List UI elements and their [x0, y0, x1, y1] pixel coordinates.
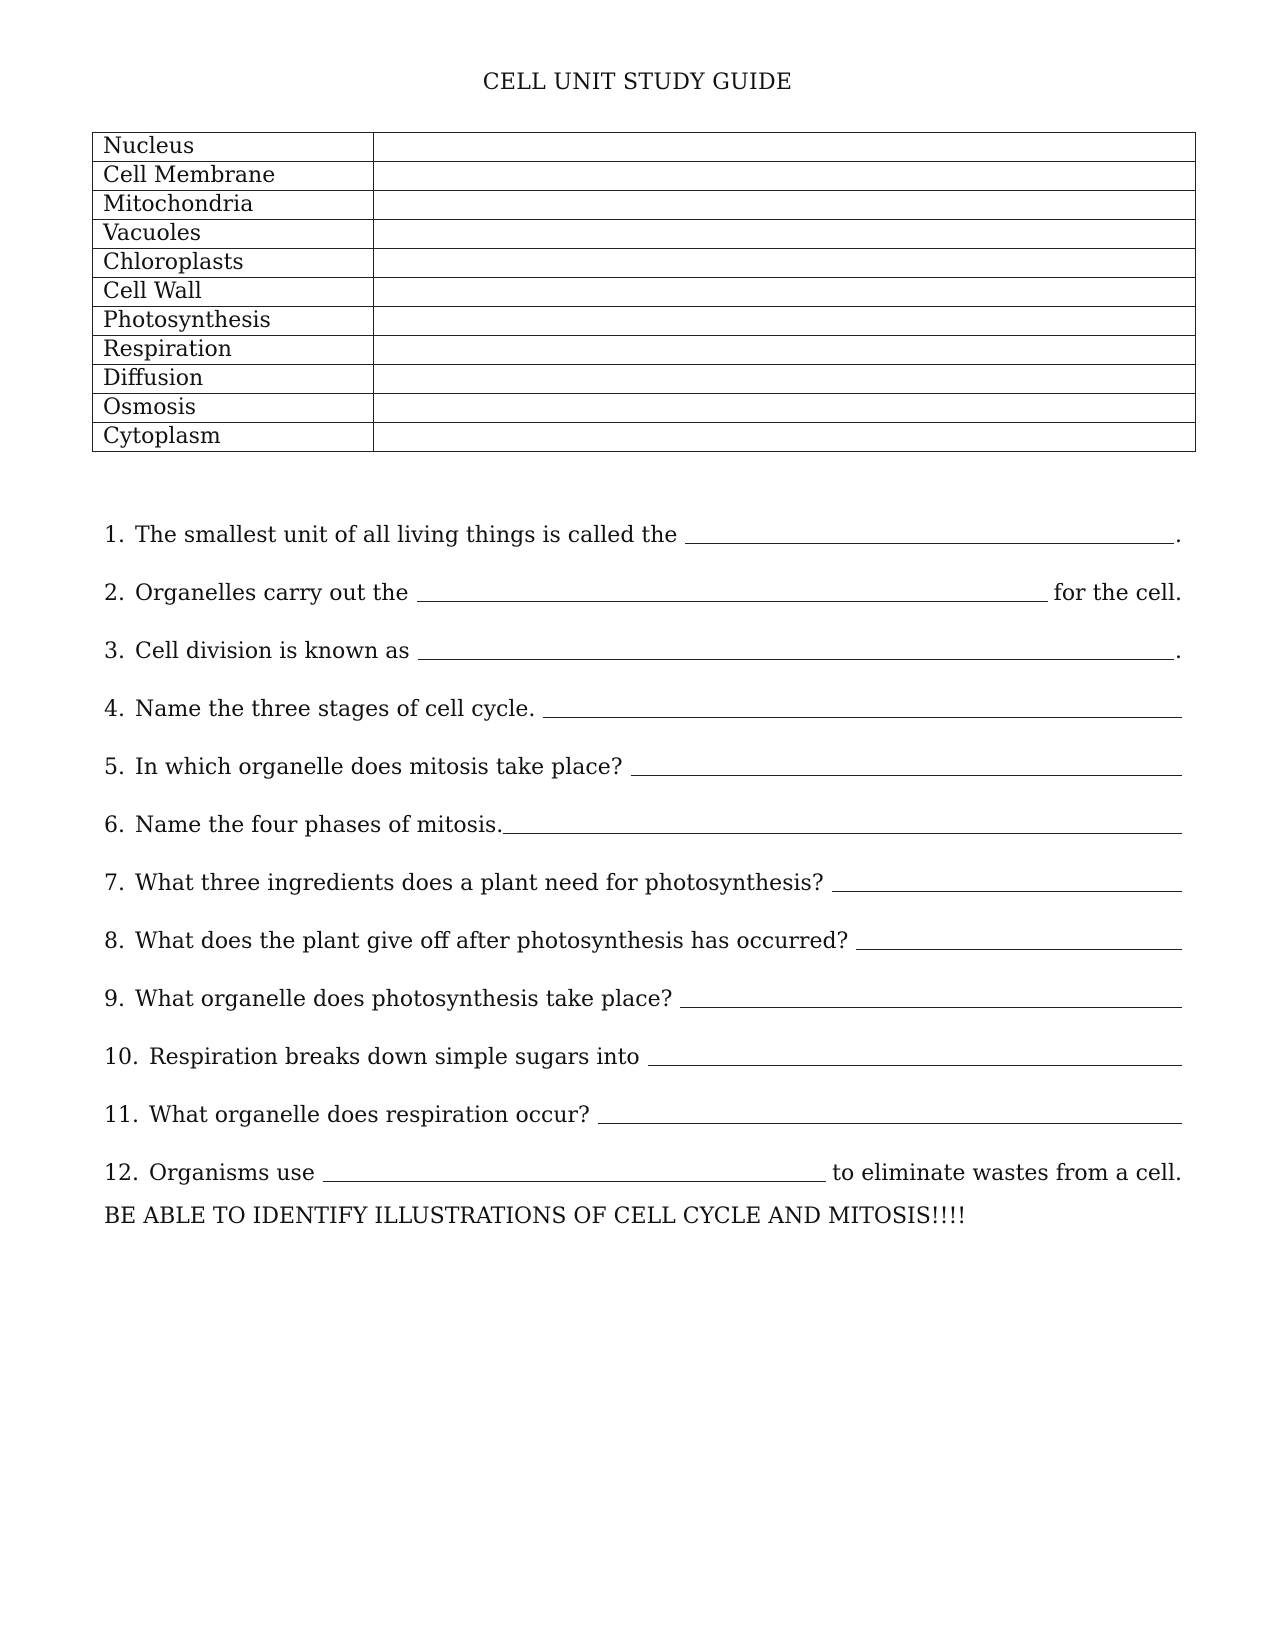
- table-row: [93, 365, 1196, 394]
- answer-blank[interactable]: [856, 927, 1182, 950]
- table-row: [93, 162, 1196, 191]
- question-text: What organelle does photosynthesis take place?: [135, 987, 673, 1012]
- question-text: Name the four phases of mitosis.: [135, 813, 504, 838]
- question-number: 4.: [104, 697, 125, 722]
- definition-cell[interactable]: [374, 191, 1196, 220]
- question-text: Cell division is known as: [135, 639, 410, 664]
- question-item: [104, 780, 1182, 838]
- question-item: [104, 606, 1182, 664]
- table-row: [93, 191, 1196, 220]
- question-number: 8.: [104, 929, 125, 954]
- question-text: What organelle does respiration occur?: [149, 1103, 590, 1128]
- question-number: 5.: [104, 755, 125, 780]
- definition-cell[interactable]: [374, 249, 1196, 278]
- question-text: Organelles carry out the: [135, 581, 409, 606]
- answer-blank[interactable]: [685, 521, 1174, 544]
- question-text: Respiration breaks down simple sugars into: [149, 1045, 640, 1070]
- footer-note: BE ABLE TO IDENTIFY ILLUSTRATIONS OF CELL CYCLE AND MITOSIS!!!!: [104, 1204, 967, 1229]
- table-row: [93, 220, 1196, 249]
- definition-cell[interactable]: [374, 394, 1196, 423]
- answer-blank[interactable]: [648, 1043, 1182, 1066]
- answer-blank[interactable]: [598, 1101, 1182, 1124]
- term-cell: Chloroplasts: [93, 249, 374, 278]
- question-item: [104, 1070, 1182, 1128]
- term-cell: Nucleus: [93, 133, 374, 162]
- table-row: [93, 394, 1196, 423]
- answer-blank[interactable]: [323, 1159, 826, 1182]
- question-item: [104, 1012, 1182, 1070]
- question-number: 7.: [104, 871, 125, 896]
- definition-cell[interactable]: [374, 220, 1196, 249]
- page-title: CELL UNIT STUDY GUIDE: [482, 70, 793, 95]
- question-number: 3.: [104, 639, 125, 664]
- question-text: The smallest unit of all living things is called the: [135, 523, 678, 548]
- question-text: In which organelle does mitosis take place?: [135, 755, 623, 780]
- term-cell: Diffusion: [93, 365, 374, 394]
- answer-blank[interactable]: [418, 637, 1174, 660]
- question-list: [104, 490, 1182, 1229]
- definition-cell[interactable]: [374, 336, 1196, 365]
- table-row: [93, 278, 1196, 307]
- question-text: What three ingredients does a plant need for photosynthesis?: [135, 871, 824, 896]
- term-cell: Respiration: [93, 336, 374, 365]
- term-cell: Cytoplasm: [93, 423, 374, 452]
- question-item: [104, 954, 1182, 1012]
- question-number: 11.: [104, 1103, 139, 1128]
- table-row: [93, 336, 1196, 365]
- term-cell: Vacuoles: [93, 220, 374, 249]
- question-number: 2.: [104, 581, 125, 606]
- question-item: [104, 548, 1182, 606]
- vocabulary-table: [92, 132, 1196, 452]
- question-item: [104, 664, 1182, 722]
- answer-blank[interactable]: [417, 579, 1048, 602]
- answer-blank[interactable]: [503, 811, 1182, 834]
- definition-cell[interactable]: [374, 365, 1196, 394]
- definition-cell[interactable]: [374, 133, 1196, 162]
- definition-cell[interactable]: [374, 307, 1196, 336]
- table-row: [93, 133, 1196, 162]
- question-item: [104, 838, 1182, 896]
- question-text: What does the plant give off after photosynthesis has occurred?: [135, 929, 849, 954]
- question-item: [104, 490, 1182, 548]
- question-text: Organisms use: [149, 1161, 315, 1186]
- question-number: 6.: [104, 813, 125, 838]
- definition-cell[interactable]: [374, 423, 1196, 452]
- term-cell: Photosynthesis: [93, 307, 374, 336]
- table-row: [93, 423, 1196, 452]
- table-row: [93, 307, 1196, 336]
- question-punctuation: .: [1175, 523, 1182, 548]
- question-number: 1.: [104, 523, 125, 548]
- question-item: [104, 722, 1182, 780]
- answer-blank[interactable]: [631, 753, 1182, 776]
- question-number: 10.: [104, 1045, 139, 1070]
- term-cell: Mitochondria: [93, 191, 374, 220]
- term-cell: Cell Wall: [93, 278, 374, 307]
- question-punctuation: .: [1175, 639, 1182, 664]
- answer-blank[interactable]: [543, 695, 1182, 718]
- term-cell: Cell Membrane: [93, 162, 374, 191]
- question-text: Name the three stages of cell cycle.: [135, 697, 536, 722]
- answer-blank[interactable]: [680, 985, 1182, 1008]
- question-text-after: to eliminate wastes from a cell.: [832, 1161, 1182, 1186]
- question-number: 9.: [104, 987, 125, 1012]
- question-item: [104, 896, 1182, 954]
- definition-cell[interactable]: [374, 278, 1196, 307]
- question-number: 12.: [104, 1161, 139, 1186]
- question-text-after: for the cell.: [1053, 581, 1182, 606]
- definition-cell[interactable]: [374, 162, 1196, 191]
- answer-blank[interactable]: [832, 869, 1182, 892]
- question-item: [104, 1128, 1182, 1186]
- term-cell: Osmosis: [93, 394, 374, 423]
- table-row: [93, 249, 1196, 278]
